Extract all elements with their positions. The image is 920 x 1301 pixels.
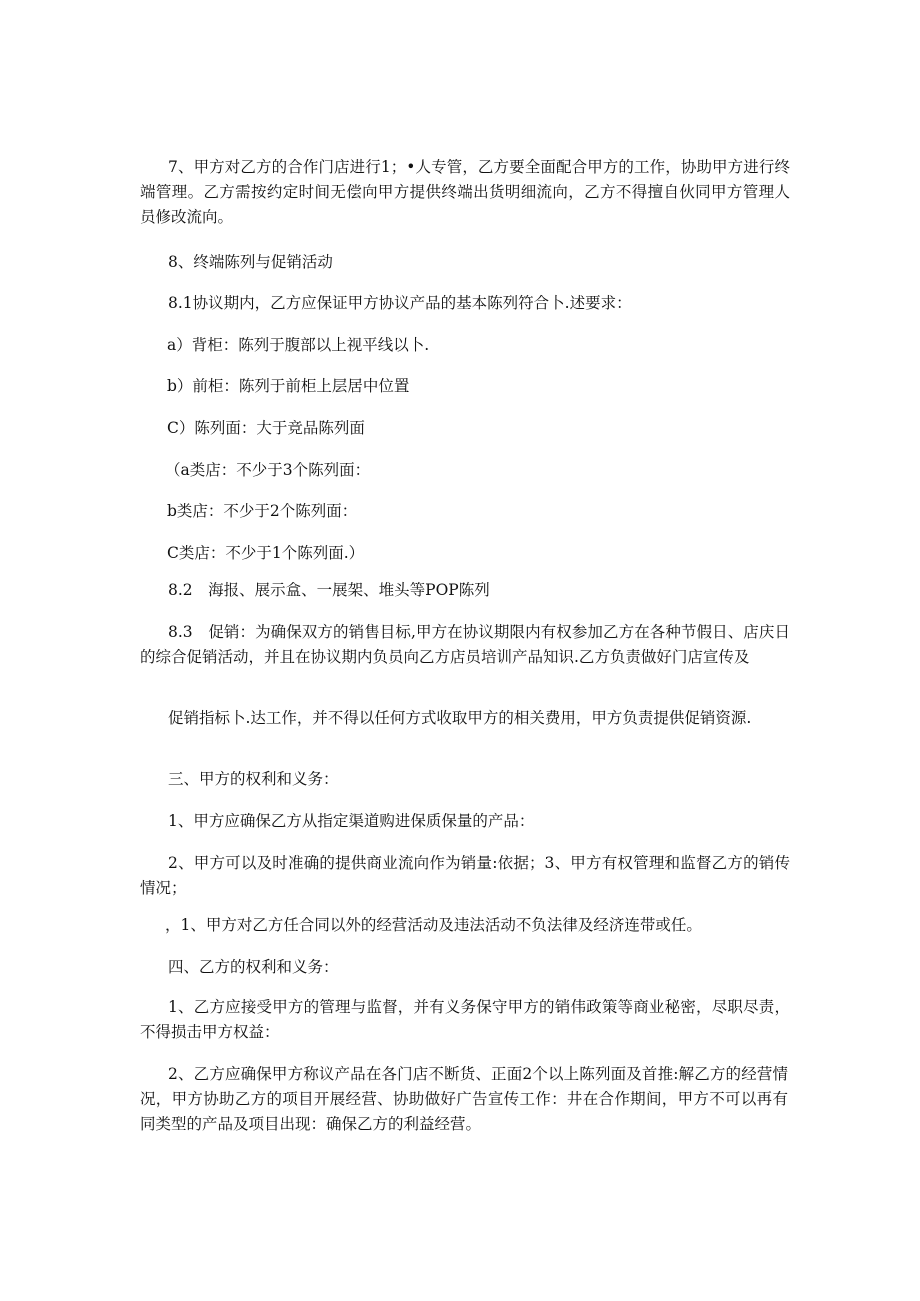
item-a-back-cabinet: a）背柜：陈列于腹部以上视平线以卜. <box>167 336 430 354</box>
party-b-item-2: 2、乙方应确保甲方称议产品在各门店不断货、正面2个以上陈列面及首推:解乙方的经营情况，甲方协助乙方的项目开展经营、协助做好广告宣传工作：井在合作期间，甲方不可以再有同类型的产品及项目出现：确保乙方的利益经营。 <box>140 1065 788 1133</box>
heading-8-display-promotion: 8、终端陈列与促销活动 <box>168 253 333 271</box>
paragraph-promotion-targets: 促销指标卜.达工作，并不得以任何方式收取甲方的相关费用，甲方负责提供促销资源. <box>168 709 752 727</box>
paragraph-7-terminal-management: 7、甲方对乙方的合作门店进行1；•人专管，乙方要全面配合甲方的工作，协助甲方进行终端管理。乙方需按约定时间无偿向甲方提供终端出货明细流向，乙方不得擅自伙同甲方管理人员修改流向。 <box>140 158 790 226</box>
paragraph-8-2-pop: 8.2 海报、展示盒、一展架、堆头等POP陈列 <box>168 581 490 599</box>
item-b-front-cabinet: b）前柜：陈列于前柜上层居中位置 <box>167 377 410 395</box>
party-a-item-1: 1、甲方应确保乙方从指定渠道购进保质保量的产品： <box>168 812 535 830</box>
party-b-item-1: 1、乙方应接受甲方的管理与监督，并有义务保守甲方的销伟政策等商业秘密，尽职尽责，不得损击甲方权益： <box>140 998 790 1041</box>
store-class-a: （a类店：不少于3个陈列面： <box>165 461 371 479</box>
store-class-b: b类店：不少于2个陈列面： <box>167 502 358 520</box>
party-a-item-2-3: 2、甲方可以及时准确的提供商业流向作为销量:依据；3、甲方有权管理和监督乙方的销传情况； <box>140 854 790 897</box>
item-c-display-face: C）陈列面：大于竞品陈列面 <box>167 419 365 437</box>
heading-3-party-a-rights: 三、甲方的权利和义务： <box>168 770 339 788</box>
paragraph-8-3-promotion: 8.3 促销：为确保双方的销售目标,甲方在协议期限内有权参加乙方在各种节假日、店庆日的综合促销活动，并且在协议期内负员向乙方店员培训产品知识.乙方负责做好门店宣传及 <box>140 623 790 666</box>
store-class-c: C类店：不少于1个陈列面.） <box>167 544 365 562</box>
party-a-item-4: ，1、甲方对乙方任合同以外的经营活动及违法活动不负法律及经济连带或任。 <box>165 916 702 934</box>
paragraph-8-1: 8.1协议期内，乙方应保证甲方协议产品的基本陈列符合卜.述要求： <box>168 294 632 312</box>
heading-4-party-b-rights: 四、乙方的权利和义务： <box>168 958 339 976</box>
